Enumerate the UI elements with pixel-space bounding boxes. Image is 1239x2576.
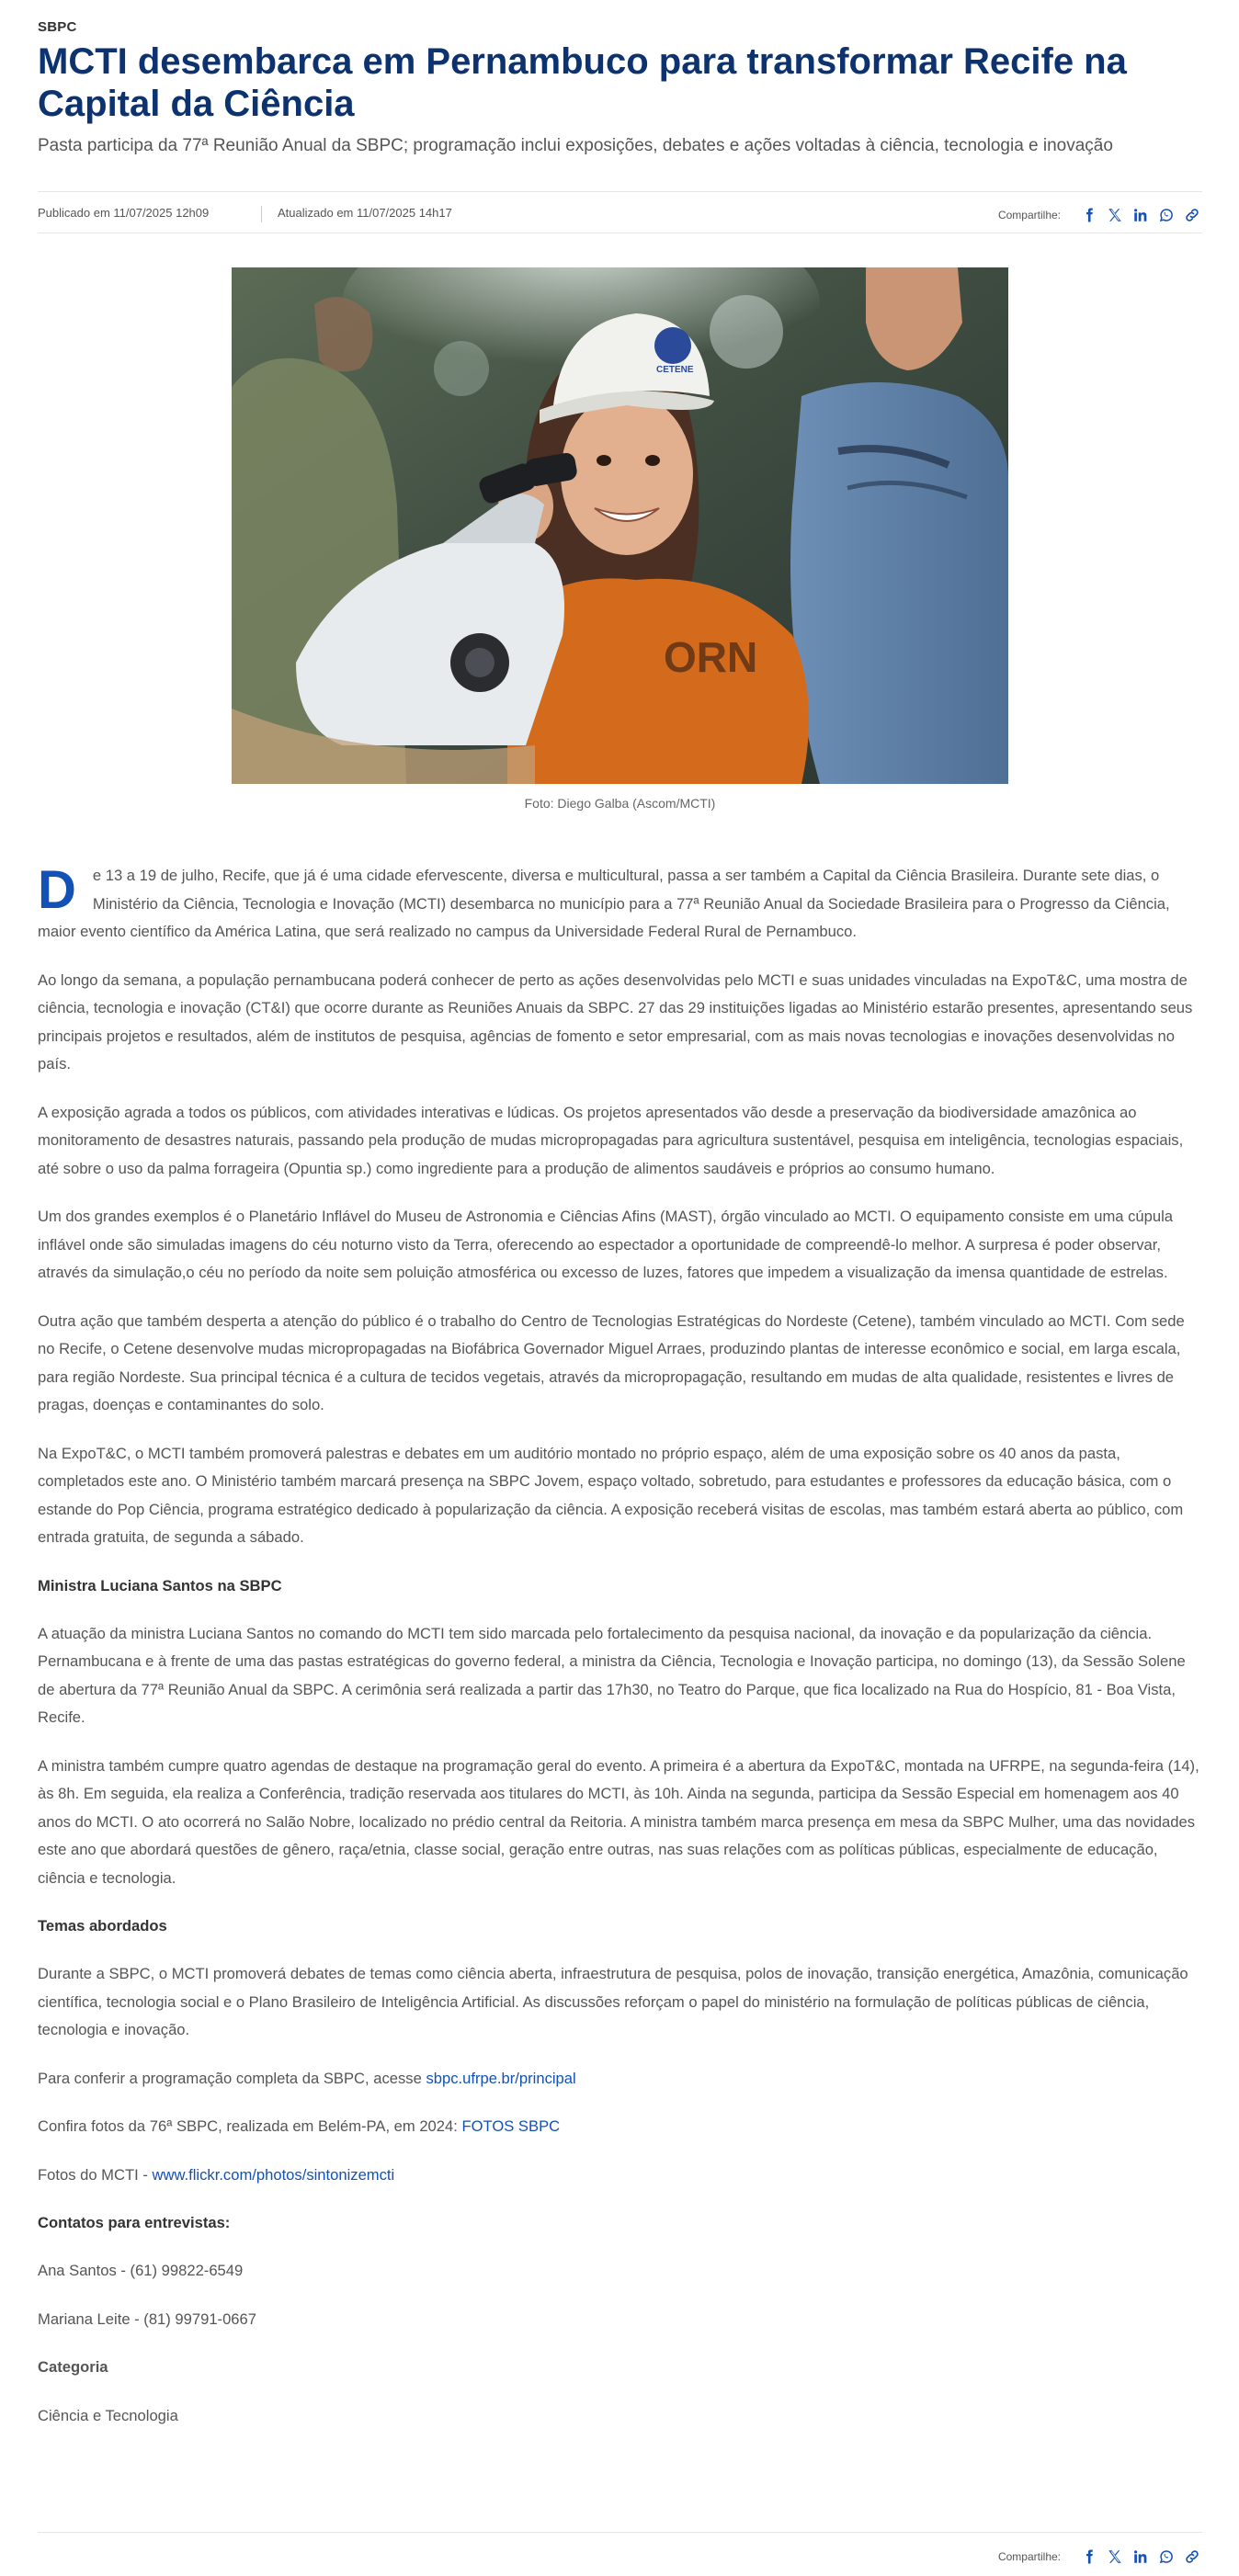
- divider: [261, 206, 262, 222]
- article-photo: [232, 267, 1008, 784]
- paragraph: A atuação da ministra Luciana Santos no comando do MCTI tem sido marcada pelo fortalecimento da pesquisa nacional, da inovação e da popularização da ciência. Pernambucana e à frente de uma das pastas estratégicas do governo federal, a ministra da Ciência, Tecnologia e Inovação participa, no domingo (13), da Sessão Solene de abertura da 77ª Reunião Anual da SBPC. A cerimônia será realizada a partir das 17h30, no Teatro do Parque, que fica localizado na Rua do Hospício, 81 - Boa Vista, Recife.: [38, 1624, 1186, 1726]
- facebook-icon[interactable]: [1079, 2547, 1099, 2567]
- kicker: SBPC: [38, 19, 77, 35]
- x-icon[interactable]: [1105, 205, 1125, 225]
- sbpc-photos-link[interactable]: FOTOS SBPC: [461, 2117, 561, 2135]
- paragraph: Outra ação que também desperta a atenção do público é o trabalho do Centro de Tecnologias Estratégicas do Nordeste (Cetene), também vinculado ao MCTI. Com sede no Recife, o Cetene desenvolve mudas micropropagadas na Biofábrica Governador Miguel Arraes, produzindo plantas de interesse econômico e social, em larga escala, para região Nordeste. Sua principal técnica é a cultura de tecidos vegetais, através da micropropagação, resultando em mudas de alta qualidade, resistentes e livres de pragas, doenças e contaminantes do solo.: [38, 1311, 1185, 1413]
- x-icon[interactable]: [1105, 2547, 1125, 2567]
- paragraph-text: Confira fotos da 76ª SBPC, realizada em Belém-PA, em 2024:: [38, 2117, 462, 2135]
- drop-cap: D: [38, 860, 76, 920]
- category-value: Ciência e Tecnologia: [38, 2406, 178, 2424]
- paragraph: A exposição agrada a todos os públicos, com atividades interativas e lúdicas. Os projetos apresentados vão desde a preservação da biodiversidade amazônica ao monitoramento de desastres naturais, passando pela produção de mudas micropropagadas para agricultura sustentável, pesquisa em inteligência, tecnologias espaciais, até sobre o uso da palma forrageira (Opuntia sp.) como ingrediente para a produção de alimentos saudáveis e próprios ao consumo humano.: [38, 1103, 1184, 1177]
- paragraph: [38, 2113, 1202, 2141]
- section-heading-topics: Temas abordados: [38, 1917, 167, 1935]
- paragraph: A ministra também cumpre quatro agendas de destaque na programação geral do evento. A primeira é a abertura da ExpoT&C, montada na UFRPE, na segunda-feira (14), às 8h. Em seguida, ela realiza a Conferência, tradição reservada aos titulares do MCTI, às 10h. Ainda na segunda, participa da Sessão Especial em homenagem aos 40 anos do MCTI. O ato ocorrerá no Salão Nobre, localizado no prédio central da Reitoria. A ministra também marca presença em mesa da SBPC Mulher, uma das novidades este ano que abordará questões de gênero, raça/etnia, classe social, geração entre outras, nas suas relações com as políticas públicas, especialmente de educação, ciência e tecnologia.: [38, 1756, 1199, 1887]
- share-label: Compartilhe:: [997, 2550, 1061, 2563]
- facebook-icon[interactable]: [1079, 205, 1099, 225]
- paragraph: [38, 2162, 1202, 2190]
- category-block: [38, 2354, 1202, 2430]
- flickr-link[interactable]: www.flickr.com/photos/sintonizemcti: [152, 2165, 395, 2184]
- published-date: Publicado em 11/07/2025 12h09: [38, 206, 210, 220]
- updated-date: Atualizado em 11/07/2025 14h17: [278, 206, 452, 220]
- cap-logo-text: CETENE: [656, 365, 694, 375]
- whatsapp-icon[interactable]: [1156, 2547, 1176, 2567]
- paragraph: Na ExpoT&C, o MCTI também promoverá palestras e debates em um auditório montado no próprio espaço, além de uma exposição sobre os 40 anos da pasta, completados este ano. O Ministério também marcará presença na SBPC Jovem, espaço voltado, sobretudo, para estudantes e professores da educação básica, com o estande do Pop Ciência, programa estratégico dedicado à popularização da ciência. A exposição receberá visitas de escolas, mas também estará aberta ao público, com entrada gratuita, de segunda a sábado.: [38, 1444, 1184, 1546]
- share-bar: [998, 204, 1202, 226]
- footer-share-bar: [998, 2546, 1202, 2568]
- linkedin-icon[interactable]: [1131, 205, 1151, 225]
- publication-meta: [38, 206, 1202, 224]
- paragraph: [38, 2065, 1202, 2094]
- section-heading-minister: Ministra Luciana Santos na SBPC: [38, 1576, 282, 1594]
- contact-item: Mariana Leite - (81) 99791-0667: [38, 2309, 256, 2328]
- paragraph: Um dos grandes exemplos é o Planetário Inflável do Museu de Astronomia e Ciências Afins (MAST), órgão vinculado ao MCTI. O equipamento consiste em uma cúpula inflável onde são simuladas imagens do céu noturno visto da Terra, oferecendo ao espectador a oportunidade de compreendê-lo melhor. A surpresa é poder observar, através da simulação,o céu no período da noite sem poluição atmosférica ou excesso de luzes, fatores que impedem a visualização da imensa quantidade de estrelas.: [38, 1208, 1174, 1281]
- sbpc-program-link[interactable]: sbpc.ufrpe.br/principal: [426, 2069, 576, 2087]
- link-icon[interactable]: [1182, 205, 1202, 225]
- section-heading-contacts: Contatos para entrevistas:: [38, 2214, 231, 2231]
- divider: [38, 2532, 1202, 2533]
- paragraph-text: Para conferir a programação completa da SBPC, acesse: [38, 2069, 426, 2087]
- share-label: Compartilhe:: [997, 209, 1061, 221]
- paragraph-text: e 13 a 19 de julho, Recife, que já é uma cidade efervescente, diversa e multicultural, passa a ser também a Capital da Ciência Brasileira. Durante sete dias, o Ministério da Ciência, Tecnologia e Inovação (MCTI) desembarca no município para a 77ª Reunião Anual da Sociedade Brasileira para o Progresso da Ciência, maior evento científico da América Latina, que será realizado no campus da Universidade Federal Rural de Pernambuco.: [38, 867, 1170, 940]
- linkedin-icon[interactable]: [1131, 2547, 1151, 2567]
- photo-illustration: [232, 267, 1008, 784]
- paragraph: Durante a SBPC, o MCTI promoverá debates de temas como ciência aberta, infraestrutura de pesquisa, polos de inovação, transição energética, Amazônia, comunicação científica, tecnologia social e o Plano Brasileiro de Inteligência Artificial. As discussões reforçam o papel do ministério na formulação de políticas públicas de ciência, tecnologia e inovação.: [38, 1965, 1188, 2038]
- whatsapp-icon[interactable]: [1156, 205, 1176, 225]
- article-body: [38, 862, 1202, 2450]
- category-label: Categoria: [38, 2358, 108, 2376]
- photo-caption: Foto: Diego Galba (Ascom/MCTI): [524, 796, 716, 811]
- page-title: MCTI desembarca em Pernambuco para transformar Recife na Capital da Ciência: [38, 41, 1127, 124]
- paragraph-text: Fotos do MCTI -: [38, 2165, 153, 2184]
- paragraph: [38, 862, 1202, 947]
- divider: [38, 191, 1202, 192]
- link-icon[interactable]: [1182, 2547, 1202, 2567]
- svg-text:ORN: ORN: [664, 633, 758, 681]
- contact-item: Ana Santos - (61) 99822-6549: [38, 2262, 244, 2279]
- paragraph: Ao longo da semana, a população pernambucana poderá conhecer de perto as ações desenvolvidas pelo MCTI e suas unidades vinculadas na ExpoT&C, uma mostra de ciência, tecnologia e inovação (CT&I) que ocorre durante as Reuniões Anuais da SBPC. 27 das 29 instituições ligadas ao Ministério estarão presentes, apresentando seus principais projetos e resultados, além de institutos de pesquisa, agências de fomento e setor empresarial, com as mais novas tecnologias e inovações desenvolvidas no país.: [38, 970, 1193, 1072]
- subtitle: Pasta participa da 77ª Reunião Anual da SBPC; programação inclui exposições, debates e ações voltadas à ciência, tecnologia e inovação: [38, 136, 1113, 155]
